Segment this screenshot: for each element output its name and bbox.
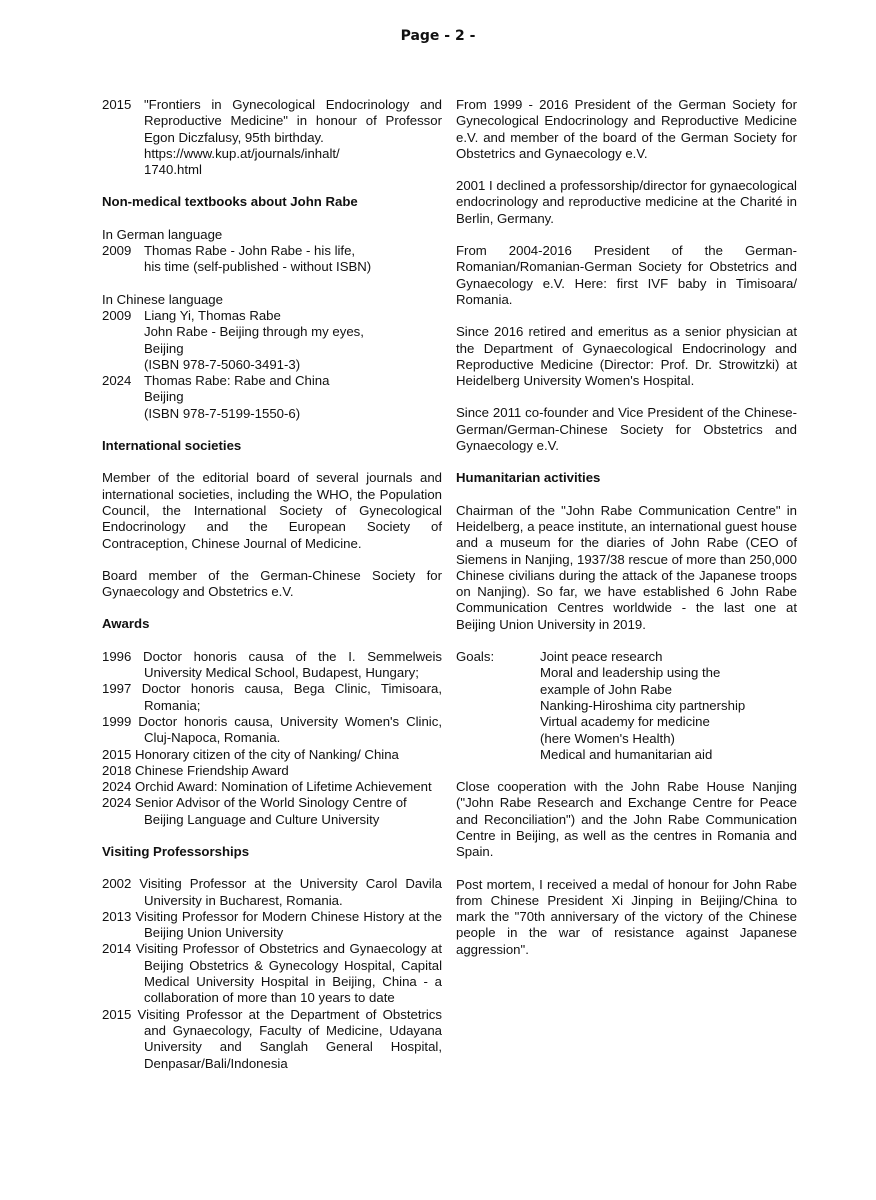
humanitarian-heading: Humanitarian activities: [456, 470, 601, 486]
award-item: 2024 Orchid Award: Nomination of Lifetime Achievement: [102, 779, 432, 795]
page-number: Page - 2 -: [400, 28, 476, 44]
frontiers-url-line-1: https://www.kup.at/journals/inhalt/: [144, 145, 340, 161]
book-year: 2009: [102, 307, 132, 323]
goal-item: Virtual academy for medicine: [540, 714, 710, 730]
award-item: 1997 Doctor honoris causa, Bega Clinic, Timisoara, Romania;: [102, 681, 442, 713]
international-societies-heading: International societies: [102, 438, 242, 454]
visiting-item: 2002 Visiting Professor at the University Carol Davila University in Bucharest, Romania.: [102, 876, 442, 908]
book-line: (ISBN 978-7-5199-1550-6): [144, 405, 301, 421]
frontiers-text: "Frontiers in Gynecological Endocrinology and Reproductive Medicine" in honour of Professor Egon Diczfalusy, 95th birthday.: [144, 97, 442, 145]
cooperation-paragraph: Close cooperation with the John Rabe House Nanjing ("John Rabe Research and Exchange Centre for Peace and Reconciliation") and the John Rabe Communication Centre in Beijing, as well as the centres in Romania and Spain.: [456, 779, 797, 860]
awards-list: [102, 649, 442, 828]
book-line: Thomas Rabe - John Rabe - his life,: [144, 243, 356, 259]
retired-emeritus-paragraph: Since 2016 retired and emeritus as a senior physician at the Department of Gynaecological Endocrinology and Reproductive Medicine (Director: Prof. Dr. Strowitzki) at Heidelberg University Women's Hospital.: [456, 324, 797, 389]
medal-paragraph: Post mortem, I received a medal of honour for John Rabe from Chinese President Xi Jinping in Beijing/China to mark the "70th anniversary of the victory of the Chinese people in the war of resistance against Japanese aggression".: [456, 876, 797, 957]
book-line: John Rabe - Beijing through my eyes,: [144, 324, 364, 340]
frontiers-year: 2015: [102, 97, 132, 112]
goal-item: example of John Rabe: [540, 681, 672, 697]
german-language-label: In German language: [102, 226, 223, 242]
left-column: [102, 97, 442, 1072]
goal-item: Moral and leadership using the: [540, 665, 721, 681]
book-line: (ISBN 978-7-5060-3491-3): [144, 356, 301, 372]
book-year: 2009: [102, 243, 132, 259]
rabe-centre-paragraph: Chairman of the "John Rabe Communication Centre" in Heidelberg, a peace institute, an international guest house and a museum for the diaries of John Rabe (CEO of Siemens in Nanjing, 1937/38 rescue of more than 250,000 Chinese civilians during the attack of the Japanese troops on Nanjing). So far, we have established 6 John Rabe Communication Centres worldwide - the last one at Beijing Union University in 2019.: [456, 502, 797, 632]
visiting-item: 2013 Visiting Professor for Modern Chinese History at the Beijing Union University: [102, 908, 442, 941]
book-line: Beijing: [144, 340, 184, 356]
goal-item: (here Women's Health): [540, 730, 675, 746]
award-item: 2018 Chinese Friendship Award: [102, 762, 289, 778]
awards-heading: Awards: [102, 616, 150, 632]
visiting-professorships-heading: Visiting Professorships: [102, 843, 250, 859]
board-member-paragraph: Board member of the German-Chinese Society for Gynaecology and Obstetrics e.V.: [102, 567, 442, 600]
book-line: Beijing: [144, 389, 184, 405]
award-item: 2015 Honorary citizen of the city of Nanking/ China: [102, 746, 399, 762]
award-item: 1999 Doctor honoris causa, University Women's Clinic, Cluj-Napoca, Romania.: [102, 713, 442, 746]
right-column: [456, 97, 797, 958]
chinese-book-entry: [102, 308, 442, 373]
president-german-society-paragraph: From 1999 - 2016 President of the German Society for Gynecological Endocrinology and Reproductive Medicine e.V. and member of the board of the German Society for Obstetrics and Gynaecology e.V.: [456, 97, 797, 161]
chinese-language-label: In Chinese language: [102, 291, 223, 307]
nonmedical-heading: Non-medical textbooks about John Rabe: [102, 194, 358, 210]
book-line: Thomas Rabe: Rabe and China: [144, 373, 330, 389]
visiting-item: 2014 Visiting Professor of Obstetrics and Gynaecology at Beijing Obstetrics & Gynecology Hospital, Capital Medical University Hospital in Beijing, China - a collaboration of more than 10 years to date: [102, 941, 442, 1006]
vice-president-paragraph: Since 2011 co-founder and Vice President of the Chinese-German/German-Chinese Society for Obstetrics and Gynaecology e.V.: [456, 405, 797, 454]
goal-item: Joint peace research: [540, 649, 663, 665]
german-book-entry: [102, 243, 442, 276]
visiting-item: 2015 Visiting Professor at the Department of Obstetrics and Gynaecology, Faculty of Medicine, Udayana University and Sanglah General Hospital, Denpasar/Bali/Indonesia: [102, 1006, 442, 1071]
visiting-list: [102, 876, 442, 1072]
chinese-book-entry: [102, 373, 442, 422]
declined-professorship-paragraph: 2001 I declined a professorship/director for gynaecological endocrinology and reproductive medicine at the Charité in Berlin, Germany.: [456, 178, 797, 226]
award-item: 2024 Senior Advisor of the World Sinology Centre of Beijing Language and Culture University: [102, 795, 407, 827]
goal-item: Nanking-Hiroshima city partnership: [540, 697, 746, 713]
book-line: Liang Yi, Thomas Rabe: [144, 307, 281, 323]
frontiers-url-line-2: 1740.html: [144, 162, 202, 178]
goals-label: Goals:: [456, 649, 495, 665]
romanian-society-paragraph: From 2004-2016 President of the German-Romanian/Romanian-German Society for Obstetrics and Gynaecology e.V. Here: first IVF baby in Timisoara/ Romania.: [456, 243, 797, 307]
frontiers-entry: [102, 97, 442, 178]
award-item: 1996 Doctor honoris causa of the I. Semmelweis University Medical School, Budapest, Hungary;: [102, 648, 442, 681]
book-year: 2024: [102, 373, 132, 389]
book-line: his time (self-published - without ISBN): [144, 259, 372, 275]
editorial-board-paragraph: Member of the editorial board of several journals and international societies, including the WHO, the Population Council, the International Society of Gynecological Endocrinology and the European Society of Contraception, Chinese Journal of Medicine.: [102, 470, 442, 551]
goal-item: Medical and humanitarian aid: [540, 746, 713, 762]
goals-block: [456, 649, 797, 763]
